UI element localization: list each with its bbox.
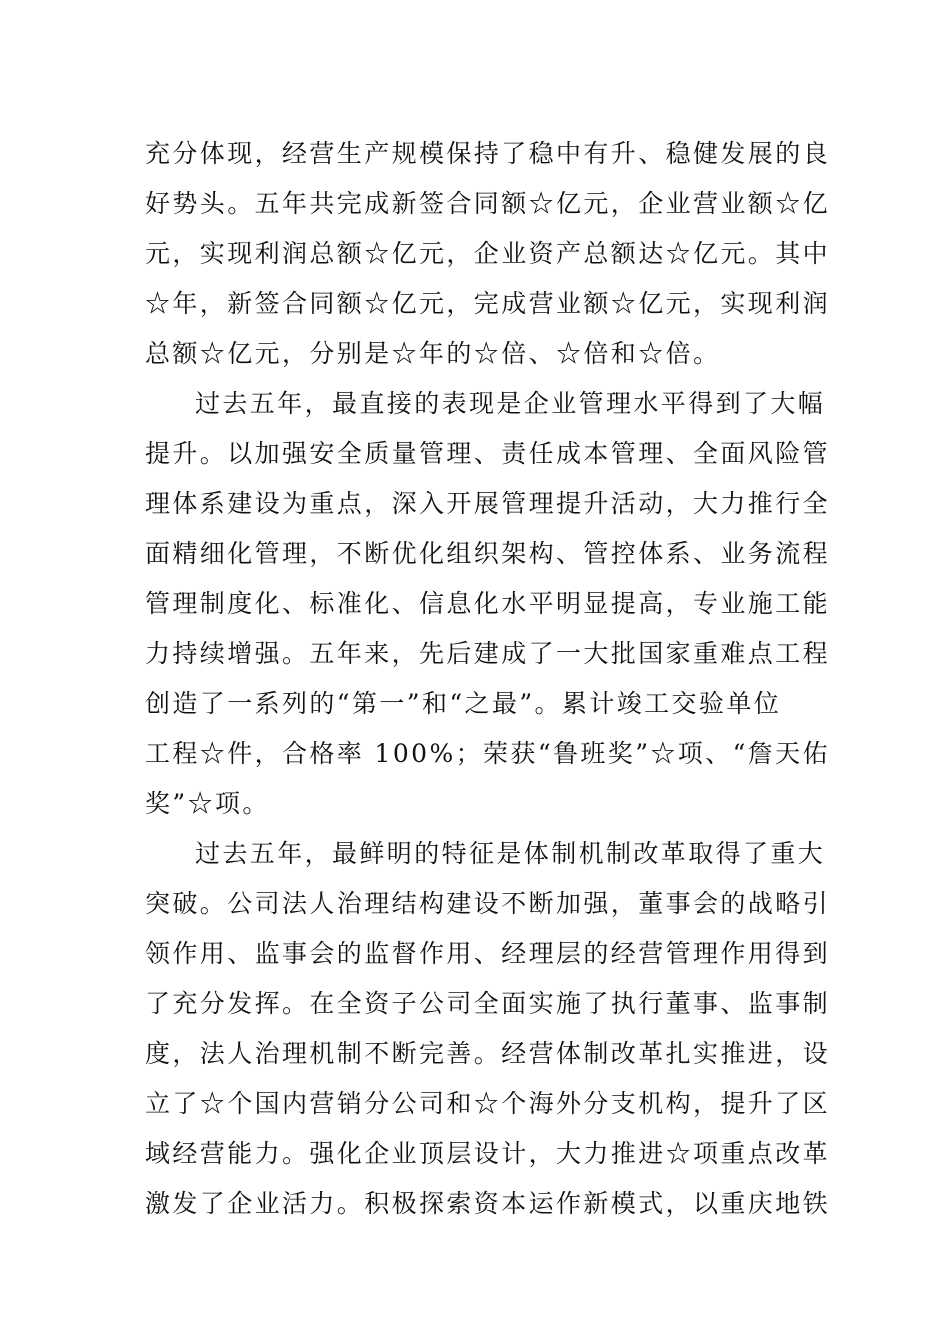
text-line: 奖”☆项。 bbox=[145, 789, 270, 818]
text-line: 提升。以加强安全质量管理、责任成本管理、全面风险管 bbox=[145, 439, 831, 468]
text-line: 总额☆亿元，分别是☆年的☆倍、☆倍和☆倍。 bbox=[145, 339, 721, 368]
text-line: 度，法人治理机制不断完善。经营体制改革扎实推进，设 bbox=[145, 1039, 831, 1068]
text-line: 域经营能力。强化企业顶层设计，大力推进☆项重点改革 bbox=[145, 1139, 831, 1168]
text-line: 领作用、监事会的监督作用、经理层的经营管理作用得到 bbox=[145, 939, 831, 968]
text-line: 力持续增强。五年来，先后建成了一大批国家重难点工程 bbox=[145, 639, 831, 668]
text-line: 元，实现利润总额☆亿元，企业资产总额达☆亿元。其中 bbox=[145, 239, 831, 268]
text-line: 管理制度化、标准化、信息化水平明显提高，专业施工能 bbox=[145, 589, 831, 618]
text-line: 好势头。五年共完成新签合同额☆亿元，企业营业额☆亿 bbox=[145, 189, 831, 218]
text-line: 创造了一系列的“第一”和“之最”。累计竣工交验单位 bbox=[145, 689, 782, 718]
text-line: 理体系建设为重点，深入开展管理提升活动，大力推行全 bbox=[145, 489, 831, 518]
text-line: 突破。公司法人治理结构建设不断加强，董事会的战略引 bbox=[145, 889, 831, 918]
text-line: 面精细化管理，不断优化组织架构、管控体系、业务流程 bbox=[145, 539, 831, 568]
paragraph-start-line: 过去五年，最鲜明的特征是体制机制改革取得了重大 bbox=[195, 839, 826, 868]
text-line: 立了☆个国内营销分公司和☆个海外分支机构，提升了区 bbox=[145, 1089, 831, 1118]
text-line: 工程☆件，合格率 100%；荣获“鲁班奖”☆项、“詹天佑 bbox=[145, 739, 830, 768]
text-line: 激发了企业活力。积极探索资本运作新模式，以重庆地铁 bbox=[145, 1189, 831, 1218]
text-line: 充分体现，经营生产规模保持了稳中有升、稳健发展的良 bbox=[145, 139, 831, 168]
text-line: ☆年，新签合同额☆亿元，完成营业额☆亿元，实现利润 bbox=[145, 289, 831, 318]
body-text bbox=[145, 129, 831, 1229]
text-line: 了充分发挥。在全资子公司全面实施了执行董事、监事制 bbox=[145, 989, 831, 1018]
paragraph-start-line: 过去五年，最直接的表现是企业管理水平得到了大幅 bbox=[195, 389, 826, 418]
